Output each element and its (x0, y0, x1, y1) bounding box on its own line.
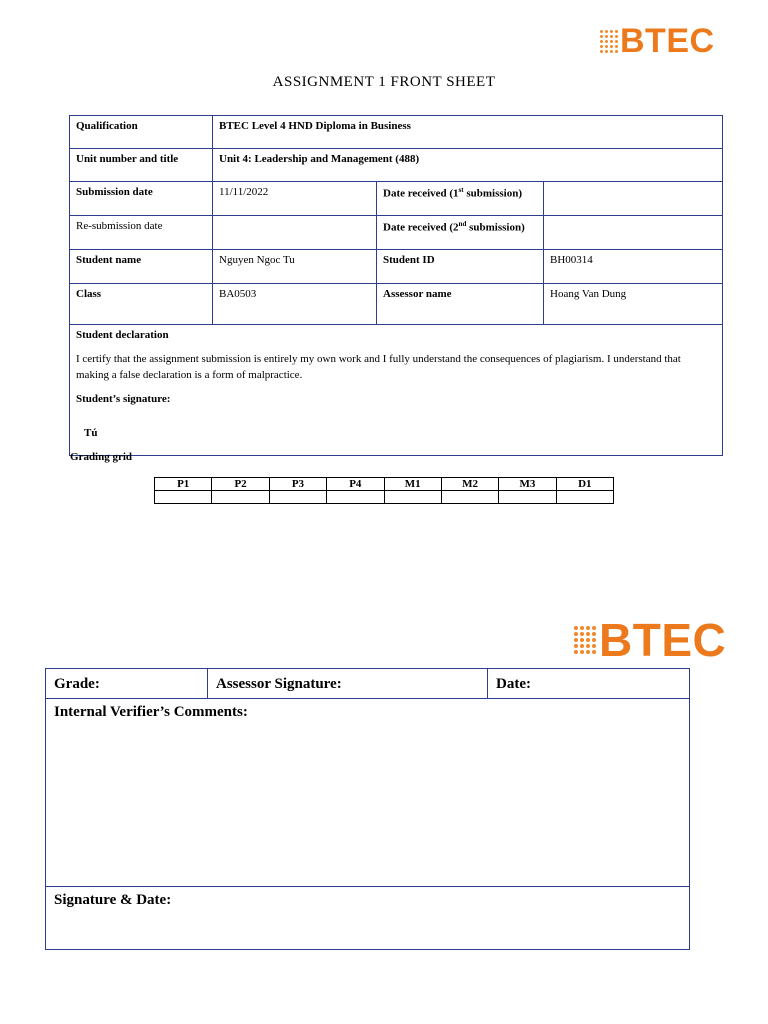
btec-logo-large (574, 614, 726, 666)
grade-header-d1: D1 (556, 478, 613, 491)
date-received-2-suffix: submission) (466, 221, 525, 234)
page-title: ASSIGNMENT 1 FRONT SHEET (272, 74, 496, 90)
grade-cell-m2[interactable] (441, 491, 498, 504)
assessor-value[interactable]: Hoang Van Dung (544, 284, 723, 325)
declaration-text: I certify that the assignment submission is entirely my own work and I fully understand the consequences of plagiarism. I understand that making a false declaration is a form of malpractice. (76, 353, 681, 381)
grade-cell-p1[interactable] (155, 491, 212, 504)
student-id-label: Student ID (377, 250, 544, 284)
grade-cell-p2[interactable] (212, 491, 269, 504)
class-label: Class (70, 284, 213, 325)
qualification-value: BTEC Level 4 HND Diploma in Business (213, 116, 723, 149)
student-declaration (70, 325, 723, 456)
grading-grid-label: Grading grid (70, 451, 133, 463)
grade-header-m1: M1 (384, 478, 441, 491)
unit-row (70, 149, 723, 182)
date-received-1-suffix: submission) (463, 187, 522, 200)
date-received-2-prefix: Date received (2 (383, 221, 459, 234)
date-field[interactable]: Date: (496, 676, 531, 692)
student-signature[interactable]: Tú (84, 427, 98, 439)
logo-dots-icon (574, 626, 596, 654)
verifier-comments-field[interactable]: Internal Verifier’s Comments: (46, 699, 689, 887)
submission-date-value[interactable]: 11/11/2022 (213, 182, 377, 216)
student-id-value[interactable]: BH00314 (544, 250, 723, 284)
resubmission-label: Re-submission date (70, 216, 213, 250)
date-received-1-value[interactable] (544, 182, 723, 216)
grade-header-m2: M2 (441, 478, 498, 491)
submission-row (70, 182, 723, 216)
logo-wordmark: BTEC (599, 614, 727, 666)
class-row (70, 284, 723, 325)
declaration-heading: Student declaration (76, 329, 169, 341)
grade-field[interactable]: Grade: (46, 669, 208, 698)
btec-logo (600, 22, 715, 60)
date-received-1-label (377, 182, 544, 216)
student-name-label: Student name (70, 250, 213, 284)
date-received-2-label (377, 216, 544, 250)
signature-label: Student’s signature: (76, 393, 171, 405)
grade-header-m3: M3 (499, 478, 556, 491)
declaration-row (70, 325, 723, 456)
qualification-label: Qualification (70, 116, 213, 149)
grade-cell-m1[interactable] (384, 491, 441, 504)
grade-header-p1: P1 (155, 478, 212, 491)
verifier-header-row (46, 669, 689, 699)
internal-verifier-box (45, 668, 690, 950)
student-name-value[interactable]: Nguyen Ngoc Tu (213, 250, 377, 284)
unit-label: Unit number and title (70, 149, 213, 182)
logo-dots-icon (600, 30, 618, 53)
date-received-2-value[interactable] (544, 216, 723, 250)
date-received-1-prefix: Date received (1 (383, 187, 459, 200)
grade-header-p3: P3 (269, 478, 326, 491)
front-sheet-table (69, 115, 723, 456)
resubmission-row (70, 216, 723, 250)
grade-cell-p3[interactable] (269, 491, 326, 504)
grade-header-p4: P4 (327, 478, 384, 491)
student-row (70, 250, 723, 284)
grading-grid-value-row (155, 491, 614, 504)
date-received-2-sup: nd (458, 220, 467, 228)
grade-cell-p4[interactable] (327, 491, 384, 504)
unit-value: Unit 4: Leadership and Management (488) (213, 149, 723, 182)
grade-cell-d1[interactable] (556, 491, 613, 504)
logo-wordmark: BTEC (620, 22, 715, 60)
assessor-label: Assessor name (377, 284, 544, 325)
date-received-1-sup: st (458, 186, 464, 194)
grading-grid-header-row (155, 478, 614, 491)
class-value[interactable]: BA0503 (213, 284, 377, 325)
signature-date-field[interactable]: Signature & Date: (54, 892, 172, 908)
grade-cell-m3[interactable] (499, 491, 556, 504)
grading-grid (154, 477, 614, 504)
qualification-row (70, 116, 723, 149)
grade-header-p2: P2 (212, 478, 269, 491)
submission-date-label: Submission date (70, 182, 213, 216)
assessor-signature-field[interactable]: Assessor Signature: (208, 669, 488, 698)
resubmission-value[interactable] (213, 216, 377, 250)
